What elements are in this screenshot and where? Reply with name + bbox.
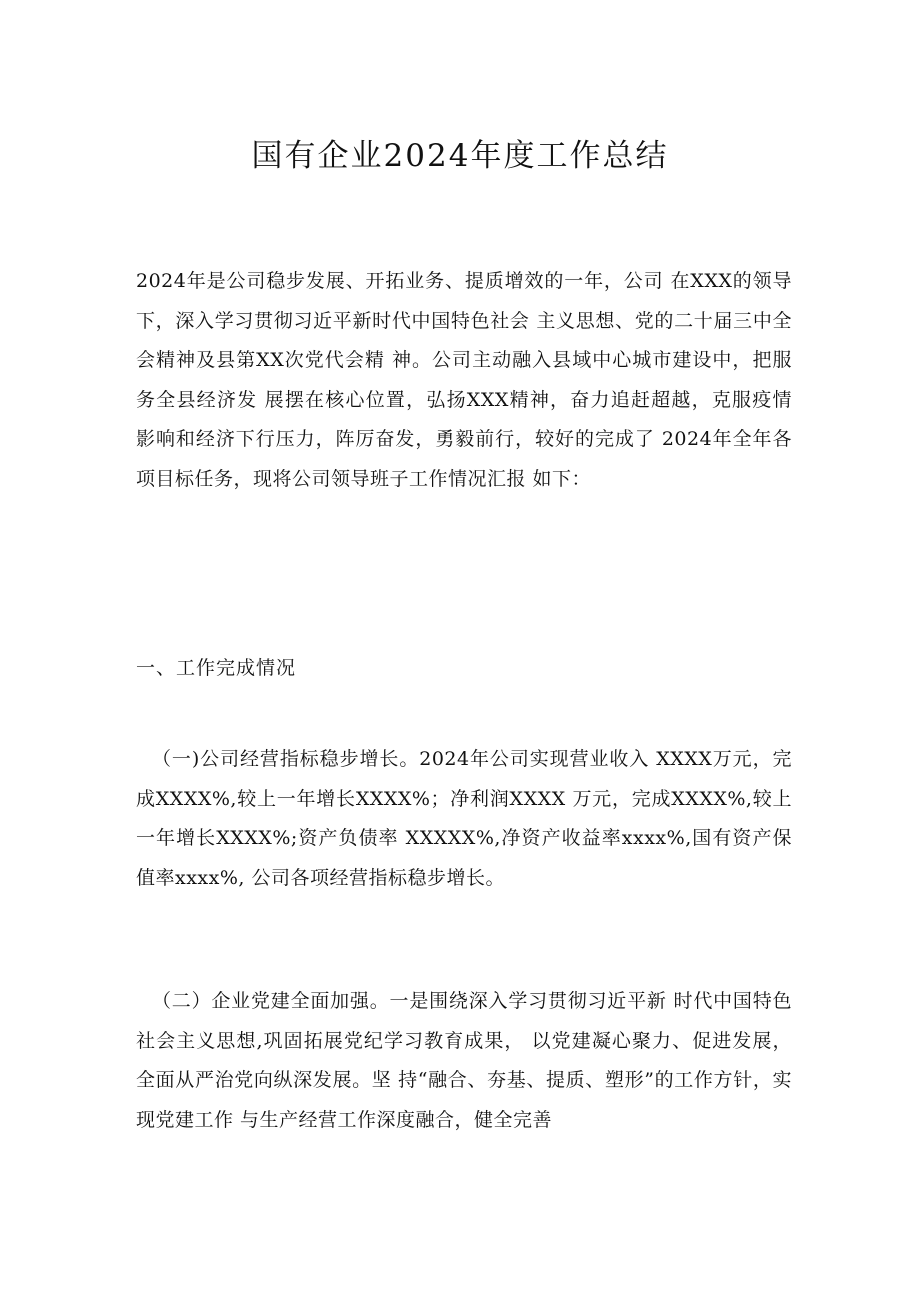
item-paragraph-2: （二）企业党建全面加强。一是围绕深入学习贯彻习近平新 时代中国特色社会主义思想,巩固拓展党纪学习教育成果， 以党建凝心聚力、促进发展，全面从严治党向纵深发展。坚 持“融合、夯基、提质、塑形”的工作方针，实现党建工作 与生产经营工作深度融合，健全完善 <box>136 990 792 1131</box>
section-heading: 一、工作完成情况 <box>136 657 297 679</box>
item-paragraph-1: （一)公司经营指标稳步增长。2024年公司实现营业收入 XXXX万元，完成XXXX%,较上一年增长XXXX%；净利润XXXX 万元，完成XXXX%,较上一年增长XXXX%;资产负债率 XXXXX%,净资产收益率xxxx%,国有资产保值率xxxx%, 公司各项经营指标稳步增长。 <box>136 748 792 889</box>
intro-paragraph: 2024年是公司稳步发展、开拓业务、提质增效的一年，公司 在XXX的领导下，深入学习贯彻习近平新时代中国特色社会 主义思想、党的二十届三中全会精神及县第XX次党代会精 神。公司主动融入县域中心城市建设中，把服务全县经济发 展摆在核心位置，弘扬XXX精神，奋力追赶超越，克服疫情 影响和经济下行压力，阵厉奋发，勇毅前行，较好的完成了 2024年全年各项目标任务，现将公司领导班子工作情况汇报 如下： <box>136 270 792 490</box>
document-title: 国有企业2024年度工作总结 <box>251 138 669 174</box>
